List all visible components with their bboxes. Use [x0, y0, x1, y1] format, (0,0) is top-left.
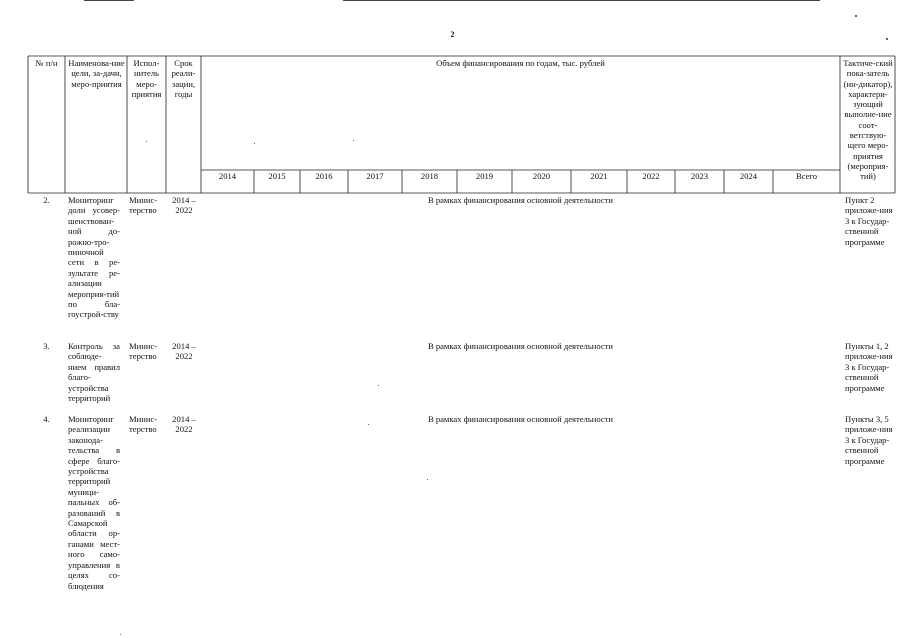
row-executor: Минис-терство — [129, 195, 158, 216]
row-indicator: Пункты 1, 2 приложе-ния 3 к Государ-ственной программе — [845, 341, 893, 393]
row-num: 4. — [43, 414, 50, 424]
row-executor: Минис-терство — [129, 414, 158, 435]
row-num: 2. — [43, 195, 50, 205]
year-header: 2023 — [690, 171, 709, 181]
row-term: 2014 – 2022 — [172, 195, 196, 216]
row-name: Мониторинг реализации законода-тельства в сфере благо-устройства территорий муници-пальных об-разований в Самарской области ор-ганами мест-ного само-управления в целях со-блюдения — [68, 414, 120, 591]
year-header: 2015 — [268, 171, 286, 181]
row-term: 2014 – 2022 — [172, 414, 196, 435]
year-header: 2021 — [590, 171, 608, 181]
row-name: Мониторинг доли усовер-шенствован-ной до-рожно-тро-пиночной сети в ре-зультате ре-ализации мероприя-тий по бла-гоустрой-ству — [68, 195, 120, 320]
year-header: 2019 — [475, 171, 494, 181]
row-term: 2014 – 2022 — [172, 341, 196, 362]
row-funding: В рамках финансирования основной деятельности — [427, 195, 614, 205]
row-indicator: Пункт 2 приложе-ния 3 к Государ-ственной программе — [845, 195, 893, 247]
year-header: 2014 — [218, 171, 237, 181]
year-header: 2020 — [532, 171, 551, 181]
header-num: № п/н — [35, 58, 58, 68]
row-executor: Минис-терство — [129, 341, 158, 362]
row-funding: В рамках финансирования основной деятельности — [427, 341, 614, 351]
header-executor: Испол-нитель меро-приятия — [131, 58, 162, 99]
year-header: 2022 — [642, 171, 660, 181]
row-funding: В рамках финансирования основной деятельности — [427, 414, 614, 424]
row-name: Контроль за соблюде-нием правил благо-устройства территорий — [68, 341, 120, 404]
year-header: 2016 — [315, 171, 333, 181]
year-header: 2018 — [420, 171, 439, 181]
header-indicator: Тактиче-ский пока-затель (ин-дикатор), характери-зующий выполне-ние соот-ветствую-щего меро-приятия (мероприя-тий) — [843, 58, 893, 182]
page-number: 2 — [450, 30, 455, 39]
header-name: Наименова-ние цели, за-дачи, меро-приятия — [68, 58, 125, 89]
year-header: 2017 — [366, 171, 384, 181]
year-header: 2024 — [739, 171, 758, 181]
year-header-total: Всего — [795, 171, 818, 181]
row-indicator: Пункты 3, 5 приложе-ния 3 к Государ-ственной программе — [845, 414, 893, 466]
row-num: 3. — [43, 341, 50, 351]
header-term: Срок реали-зации, годы — [171, 58, 196, 99]
header-funding: Объем финансирования по годам, тыс. рублей — [436, 58, 605, 68]
